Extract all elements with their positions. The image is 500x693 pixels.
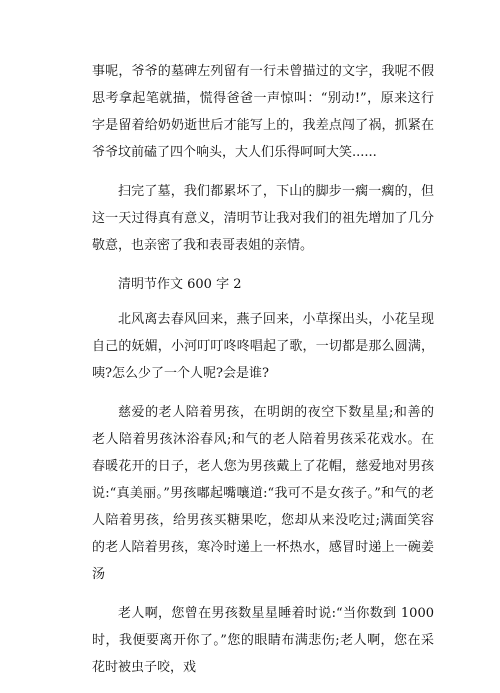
section-heading: 清明节作文 600 字 2 [118,277,242,292]
paragraph-spring-return: 北风离去春风回来，燕子回来，小草探出头，小花呈现自己的妩媚，小河叮叮咚咚唱起了歌，一切都是那么圆满，咦?怎么少了一个人呢?会是谁? [92,312,434,381]
paragraph-after-sweeping: 扫完了墓，我们都累坏了，下山的脚步一瘸一瘸的，但这一天过得真有意义，清明节让我对我们的祖先增加了几分敬意，也亲密了我和表哥表姐的亲情。 [92,184,434,253]
paragraph-counting-stars: 老人啊，您曾在男孩数星星睡着时说:“当你数到 1000 时，我便要离开你了。”您的眼睛布满悲伤;老人啊，您在采花时被虫子咬，戏 [92,606,434,675]
paragraph-kind-old-man: 慈爱的老人陪着男孩，在明朗的夜空下数星星;和善的老人陪着男孩沐浴春风;和气的老人陪着男孩采花戏水。在春暖花开的日子，老人您为男孩戴上了花帽，慈爱地对男孩说:“真美丽。”男孩嘟起嘴嚷道:“我可不是女孩子。”和气的老人陪着男孩，给男孩买糖果吃，您却从来没吃过;满面笑容的老人陪着男孩，寒冷时递上一杯热水，感冒时递上一碗姜汤 [92,405,434,582]
paragraph-tomb-inscription: 事呢，爷爷的墓碑左列留有一行未曾描过的文字，我呢不假思考拿起笔就描，慌得爸爸一声惊叫：“别动!”，原来这行字是留着给奶奶逝世后才能写上的，我差点闯了祸，抓紧在爷爷坟前磕了四个响头，大人们乐得呵呵大笑...... [92,64,434,160]
document-body [92,58,434,693]
